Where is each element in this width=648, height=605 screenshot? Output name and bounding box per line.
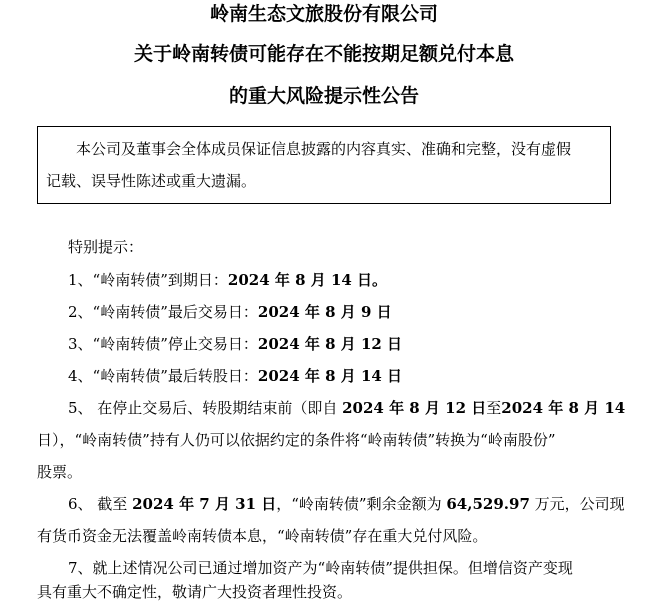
list-item-7-line-2: 具有重大不确定性，敬请广大投资者理性投资。 xyxy=(37,583,353,601)
item-6-amount: 64,529.97 xyxy=(446,495,530,513)
list-item-3 xyxy=(68,334,402,354)
item-6-date: 2024 年 7 月 31 日 xyxy=(132,495,277,513)
company-name: 岭南生态文旅股份有限公司 xyxy=(209,3,438,25)
list-item-6-line-2: 有货币资金无法覆盖岭南转债本息，“岭南转债”存在重大兑付风险。 xyxy=(37,527,488,545)
item-6-text-a: 6、 截至 xyxy=(68,495,133,513)
item-3-label: 3、“岭南转债”停止交易日： xyxy=(68,335,258,353)
disclaimer-box xyxy=(37,126,611,204)
list-item-5-line-1 xyxy=(68,398,625,418)
list-item-5-line-3: 股票。 xyxy=(37,463,83,481)
item-4-label: 4、“岭南转债”最后转股日： xyxy=(68,367,258,385)
announcement-title-line-1: 关于岭南转债可能存在不能按期足额兑付本息 xyxy=(133,43,514,65)
disclaimer-line-2: 记载、误导性陈述或重大遗漏。 xyxy=(46,172,257,190)
list-item-7-line-1: 7、就上述情况公司已通过增加资产为“岭南转债”提供担保。但增信资产变现 xyxy=(68,559,573,577)
item-6-text-b: ，“岭南转债”剩余金额为 xyxy=(276,495,447,513)
special-notice-heading: 特别提示： xyxy=(68,238,144,256)
item-5-date-end: 2024 年 8 月 14 xyxy=(501,399,626,417)
item-2-date: 2024 年 8 月 9 日 xyxy=(257,303,392,321)
disclaimer-line-1: 本公司及董事会全体成员保证信息披露的内容真实、准确和完整，没有虚假 xyxy=(76,140,572,158)
item-1-label: 1、“岭南转债”到期日： xyxy=(68,271,228,289)
item-4-date: 2024 年 8 月 14 日 xyxy=(257,367,403,385)
list-item-4 xyxy=(68,366,402,386)
list-item-5-line-2: 日），“岭南转债”持有人仍可以依据约定的条件将“岭南转债”转换为“岭南股份” xyxy=(37,431,556,449)
item-2-label: 2、“岭南转债”最后交易日： xyxy=(68,303,258,321)
item-5-date-start: 2024 年 8 月 12 日 xyxy=(342,399,487,417)
list-item-1 xyxy=(68,270,387,290)
list-item-2 xyxy=(68,302,392,322)
list-item-6-line-1 xyxy=(68,494,625,514)
item-5-text-a: 5、 在停止交易后、转股期结束前（即自 xyxy=(68,399,343,417)
announcement-title-line-2: 的重大风险提示性公告 xyxy=(228,85,419,107)
item-3-date: 2024 年 8 月 12 日 xyxy=(257,335,403,353)
item-5-text-b: 至 xyxy=(486,399,502,417)
item-1-date: 2024 年 8 月 14 日。 xyxy=(227,271,388,289)
item-6-text-c: 万元，公司现 xyxy=(529,495,625,513)
